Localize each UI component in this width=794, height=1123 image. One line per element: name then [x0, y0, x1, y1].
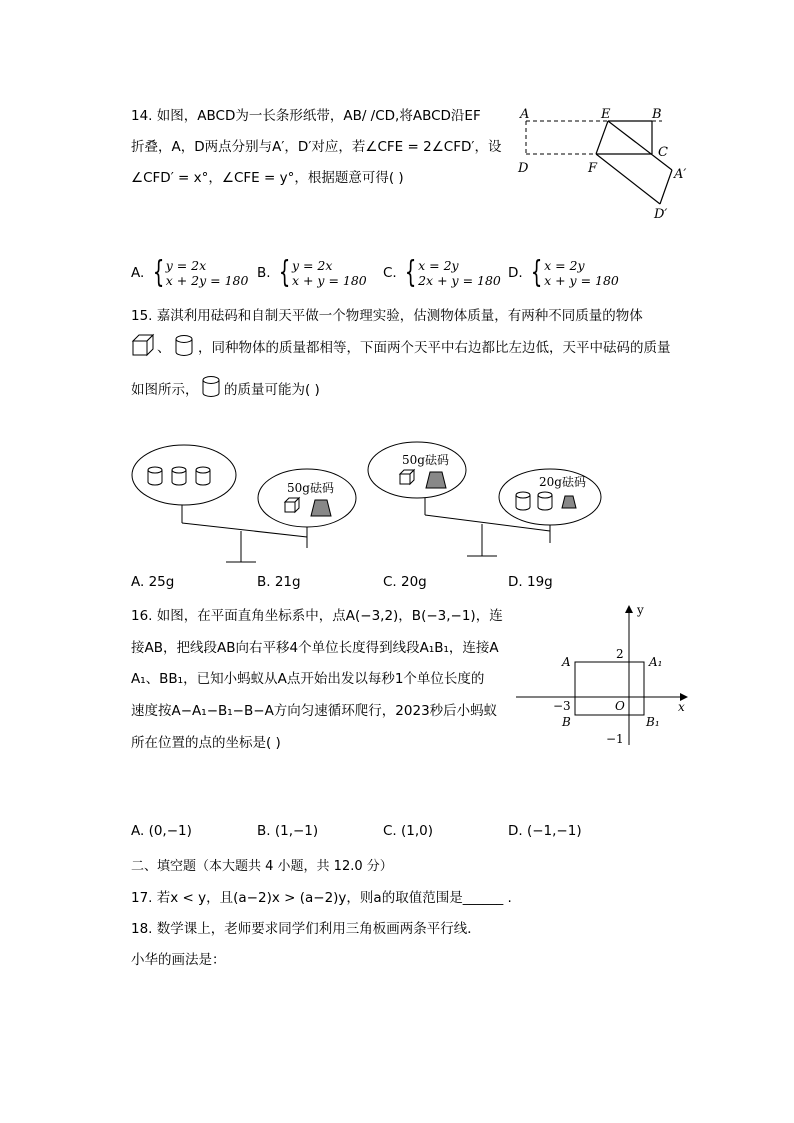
q16-line1: 16. 如图，在平面直角坐标系中，点A(−3,2)，B(−3,−1)，连	[131, 608, 503, 624]
cylinder-icon	[516, 492, 530, 510]
q14-option-d[interactable]: D. { x = 2y x + y = 180	[508, 255, 619, 290]
fig14-label-c: C	[658, 145, 668, 160]
cylinder-icon	[172, 467, 186, 485]
cylinder-icon	[174, 333, 196, 357]
q16-option-a[interactable]: A. (0,−1)	[131, 823, 192, 839]
q14-option-b[interactable]: B. { y = 2x x + y = 180	[257, 255, 367, 290]
weight-icon	[311, 500, 331, 516]
fig14-label-e: E	[601, 107, 611, 122]
q18-line2: 小华的画法是：	[131, 952, 226, 968]
q15-option-a[interactable]: A. 25g	[131, 574, 175, 590]
balance-figure	[125, 440, 605, 570]
q15-line2: ，同种物体的质量都相等，下面两个天平中右边都比左边低，天平中砝码的质量	[198, 340, 671, 356]
weight-icon	[426, 472, 446, 488]
q15-line3b: 的质量可能为( )	[224, 382, 320, 398]
q15-line3a: 如图所示，	[131, 382, 199, 398]
fig14-label-d-prime: D′	[654, 207, 668, 222]
q15-option-b[interactable]: B. 21g	[257, 574, 301, 590]
q14-figure	[512, 100, 702, 225]
point-b-label: B	[562, 715, 571, 729]
coordinate-figure	[512, 600, 692, 750]
q15-line1: 15. 嘉淇利用砝码和自制天平做一个物理实验，估测物体质量，有两种不同质量的物体	[131, 308, 643, 324]
q15-option-d[interactable]: D. 19g	[508, 574, 553, 590]
q15-option-c[interactable]: C. 20g	[383, 574, 427, 590]
fig14-label-a: A	[520, 107, 530, 122]
cube-icon	[131, 333, 155, 357]
point-a1-label: A₁	[649, 655, 663, 669]
q14-line2: 折叠，A，D两点分别与A′，D′对应，若∠CFE = 2∠CFD′，设	[131, 139, 502, 155]
point-a-label: A	[562, 655, 571, 669]
q16-option-b[interactable]: B. (1,−1)	[257, 823, 319, 839]
q14-line1: 14. 如图，ABCD为一长条形纸带，AB/ /CD,将ABCD沿EF	[131, 108, 481, 124]
tick-label-neg3: −3	[553, 699, 571, 713]
weight-label-20g: 20g砝码	[539, 475, 586, 489]
q14-line3: ∠CFD′ = x°，∠CFE = y°，根据题意可得( )	[131, 170, 404, 186]
q14-option-a[interactable]: A. { y = 2x x + 2y = 180	[131, 255, 249, 290]
q16-line4: 速度按A−A₁−B₁−B−A方向匀速循环爬行，2023秒后小蚂蚁	[131, 703, 498, 719]
cylinder-icon	[201, 374, 223, 398]
cube-icon	[285, 498, 299, 512]
origin-label: O	[615, 699, 625, 713]
cylinder-icon	[196, 467, 210, 485]
weight-icon	[562, 496, 576, 508]
axis-label-y: y	[637, 603, 644, 617]
fig14-label-f: F	[588, 161, 598, 176]
q18-line1: 18. 数学课上，老师要求同学们利用三角板画两条平行线．	[131, 921, 481, 937]
cube-icon	[400, 470, 414, 484]
q15-separator: 、	[157, 340, 171, 356]
fig14-label-d: D	[518, 161, 529, 176]
tick-label-neg1: −1	[606, 732, 624, 746]
q14-option-c[interactable]: C. { x = 2y 2x + y = 180	[383, 255, 501, 290]
weight-label-50g-right: 50g砝码	[402, 453, 449, 467]
axis-label-x: x	[678, 700, 685, 714]
section-heading-fill-in: 二、填空题（本大题共 4 小题，共 12.0 分）	[131, 859, 393, 874]
q17-text: 17. 若x < y，且(a−2)x > (a−2)y，则a的取值范围是______ .	[131, 890, 512, 906]
point-b1-label: B₁	[646, 715, 660, 729]
q16-line3: A₁、BB₁，已知小蚂蚁从A点开始出发以每秒1个单位长度的	[131, 671, 485, 687]
cylinder-icon	[148, 467, 162, 485]
tick-label-2: 2	[616, 647, 624, 661]
q16-option-d[interactable]: D. (−1,−1)	[508, 823, 582, 839]
q16-line5: 所在位置的点的坐标是( )	[131, 735, 281, 751]
fig14-label-a-prime: A′	[674, 167, 687, 182]
weight-label-50g-left: 50g砝码	[287, 481, 334, 495]
q16-option-c[interactable]: C. (1,0)	[383, 823, 434, 839]
fig14-label-b: B	[652, 107, 662, 122]
q16-line2: 接AB，把线段AB向右平移4个单位长度得到线段A₁B₁，连接A	[131, 640, 499, 656]
cylinder-icon	[538, 492, 552, 510]
